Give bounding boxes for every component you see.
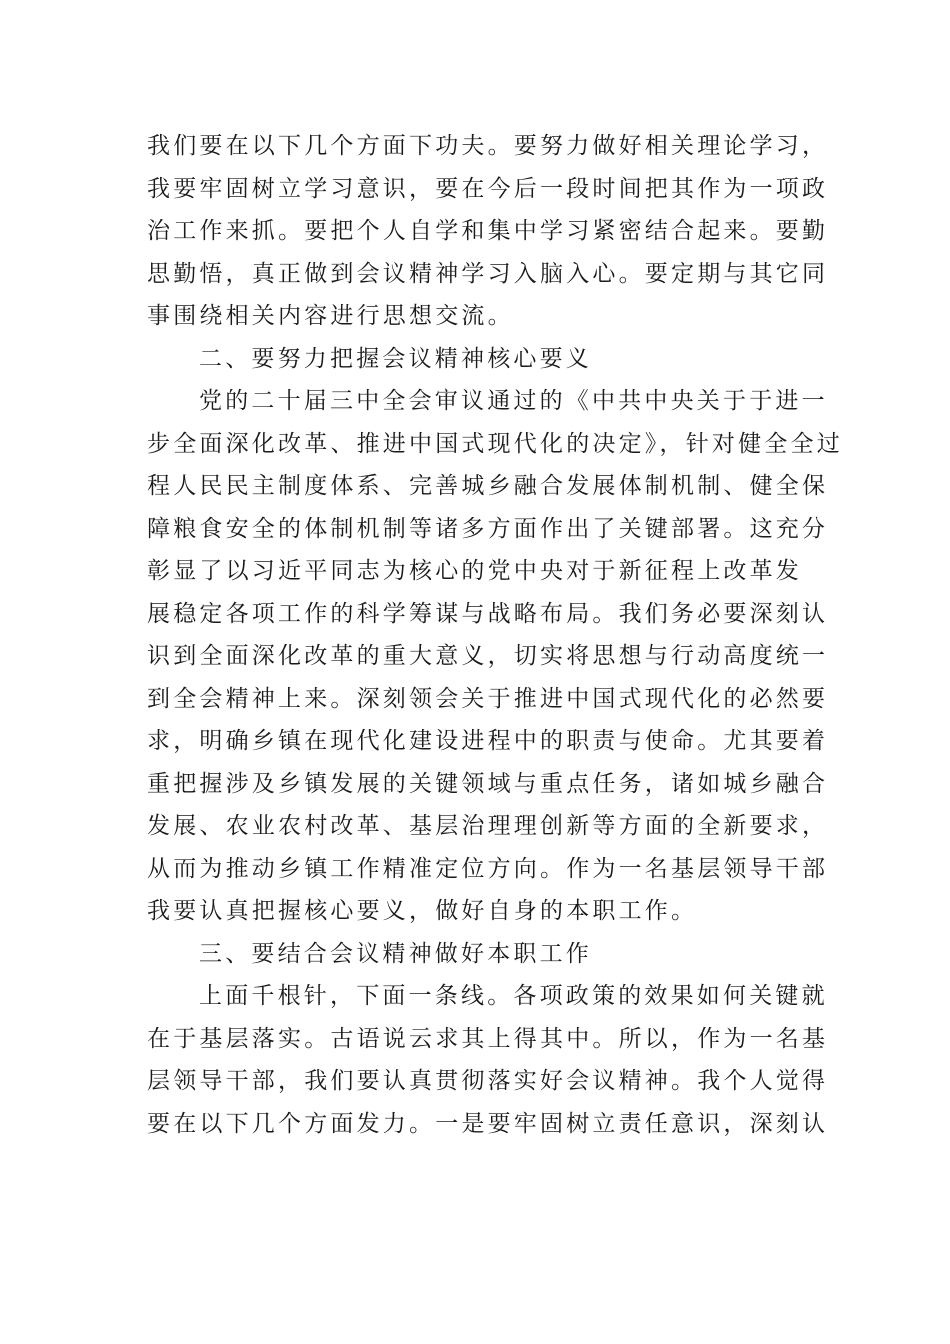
text-line: 思勤悟，真正做到会议精神学习入脑入心。要定期与其它同 [147, 260, 829, 287]
section-heading-2 [147, 338, 807, 381]
text-line: 发展、农业农村改革、基层治理理创新等方面的全新要求， [147, 813, 829, 839]
text-line: 要在以下几个方面发力。一是要牢固树立责任意识，深刻认 [147, 1110, 829, 1137]
text-line: 事围绕相关内容进行思想交流。 [147, 303, 514, 329]
text-line: 程人民民主制度体系、完善城乡融合发展体制机制、健全保 [147, 473, 829, 499]
text-line: 到全会精神上来。深刻领会关于推进中国式现代化的必然要 [147, 685, 829, 712]
text-line: 层领导干部，我们要认真贯彻落实好会议精神。我个人觉得 [147, 1068, 829, 1094]
text-line: 重把握涉及乡镇发展的关键领域与重点任务，诸如城乡融合 [147, 770, 829, 797]
text-line: 障粮食安全的体制机制等诸多方面作出了关键部署。这充分 [147, 515, 829, 542]
text-line: 我们要在以下几个方面下功夫。要努力做好相关理论学习， [147, 133, 829, 159]
text-line: 党的二十届三中全会审议通过的《中共中央关于于进一 [199, 388, 828, 414]
paragraph-1 [147, 125, 829, 338]
heading-text: 三、要结合会议精神做好本职工作 [199, 940, 592, 967]
text-line: 求，明确乡镇在现代化建设进程中的职责与使命。尤其要着 [147, 728, 829, 754]
text-line: 识到全面深化改革的重大意义，切实将思想与行动高度统一 [147, 643, 829, 669]
section-heading-3 [147, 933, 807, 976]
text-line: 上面千根针，下面一条线。各项政策的效果如何关键就 [199, 983, 828, 1009]
text-line: 在于基层落实。古语说云求其上得其中。所以，作为一名基 [147, 1025, 829, 1052]
heading-text: 二、要努力把握会议精神核心要义 [199, 345, 592, 372]
paragraph-3 [147, 975, 829, 1145]
document-page [147, 125, 843, 1145]
text-line: 我要认真把握核心要义，做好自身的本职工作。 [147, 898, 698, 924]
text-line: 从而为推动乡镇工作精准定位方向。作为一名基层领导干部 [147, 855, 829, 882]
paragraph-2 [147, 380, 843, 933]
text-line: 步全面深化改革、推进中国式现代化的决定》，针对健全全过 [147, 430, 843, 457]
text-line: 展稳定各项工作的科学筹谋与战略布局。我们务必要深刻认 [147, 600, 829, 627]
text-line: 彰显了以习近平同志为核心的党中央对于新征程上改革发 [147, 558, 802, 584]
text-line: 我要牢固树立学习意识，要在今后一段时间把其作为一项政 [147, 175, 829, 202]
text-line: 治工作来抓。要把个人自学和集中学习紧密结合起来。要勤 [147, 218, 829, 244]
